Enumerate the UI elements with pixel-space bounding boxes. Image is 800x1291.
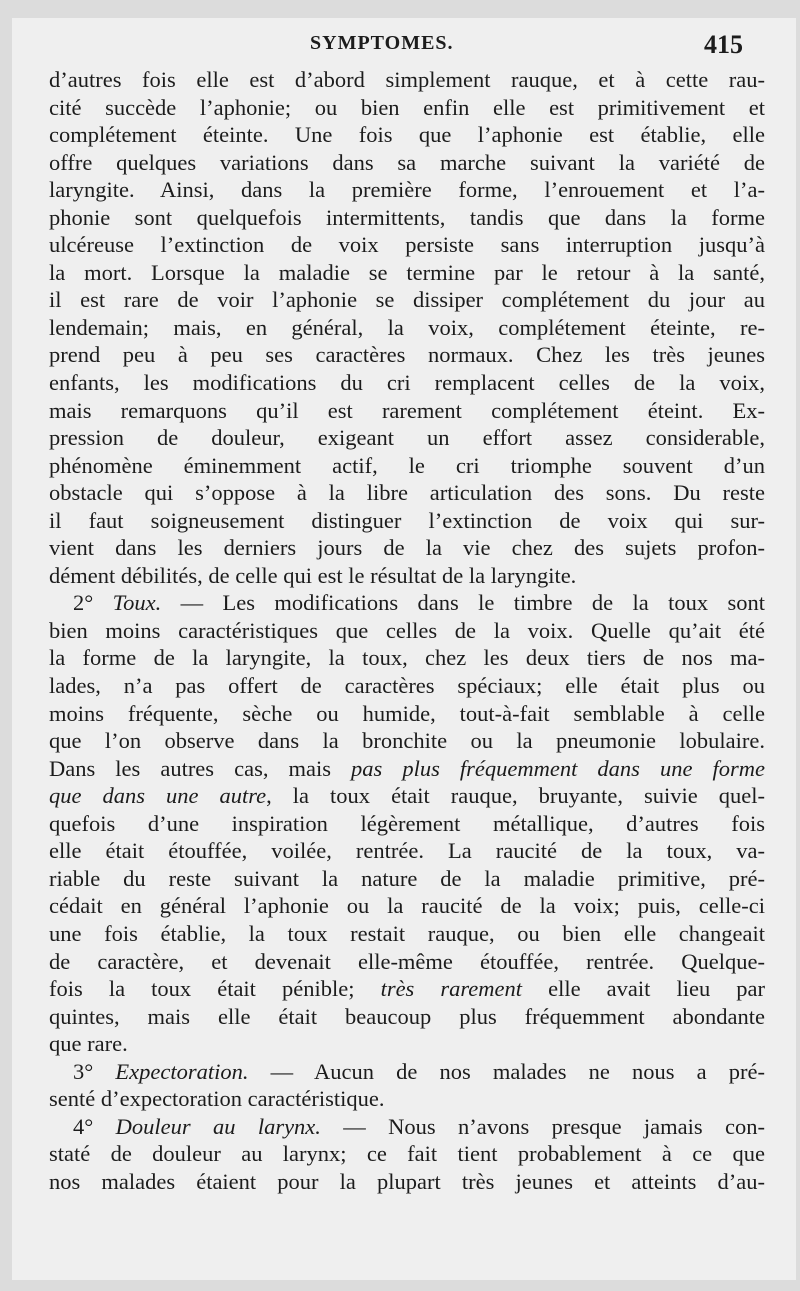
text-line: complétement éteinte. Une fois que l’aphonie est établie, elle — [49, 122, 765, 148]
text-line: mais remarquons qu’il est rarement complétement éteint. Ex- — [49, 397, 765, 423]
text-line — [49, 1058, 765, 1086]
text-line: laryngite. Ainsi, dans la première forme, l’enrouement et l’a- — [49, 177, 765, 203]
page-header — [12, 32, 796, 62]
book-page — [12, 18, 796, 1280]
italic-text: pas plus fréquemment dans une forme — [351, 755, 765, 781]
text-line: vient dans les derniers jours de la vie chez des sujets profon- — [49, 535, 765, 561]
line-text: — Les modifications dans le timbre de la toux sont — [161, 590, 765, 616]
text-line: elle était étouffée, voilée, rentrée. La raucité de la toux, va- — [49, 838, 765, 864]
text-line: une fois établie, la toux restait rauque, ou bien elle changeait — [49, 920, 765, 946]
text-line — [49, 589, 765, 617]
text-line: lades, n’a pas offert de caractères spéciaux; elle était plus ou — [49, 673, 765, 699]
line-text: 4° — [73, 1113, 116, 1139]
text-line: que l’on observe dans la bronchite ou la pneumonie lobulaire. — [49, 728, 765, 754]
line-text: fois la toux était pénible; — [49, 976, 381, 1002]
text-line: obstacle qui s’oppose à la libre articulation des sons. Du reste — [49, 480, 765, 506]
page-number: 415 — [704, 30, 743, 59]
text-line: offre quelques variations dans sa marche suivant la variété de — [49, 149, 765, 175]
text-line: senté d’expectoration caractéristique. — [49, 1086, 385, 1112]
text-line: pression de douleur, exigeant un effort assez considerable, — [49, 425, 765, 451]
text-line: cédait en général l’aphonie ou la raucité de la voix; puis, celle-ci — [49, 893, 765, 919]
text-line — [49, 782, 765, 810]
text-line — [49, 755, 765, 783]
text-line — [49, 1113, 765, 1141]
line-text: — Nous n’avons presque jamais con- — [320, 1113, 765, 1139]
text-line: la forme de la laryngite, la toux, chez les deux tiers de nos ma- — [49, 645, 765, 671]
text-line: la mort. Lorsque la maladie se termine par le retour à la santé, — [49, 259, 765, 285]
italic-text: Expectoration. — [115, 1058, 249, 1084]
line-text: Dans les autres cas, mais — [49, 755, 352, 781]
running-title: SYMPTOMES. — [310, 32, 454, 54]
line-text: — Aucun de nos malades ne nous a pré- — [248, 1058, 765, 1084]
text-line: phonie sont quelquefois intermittents, tandis que dans la forme — [49, 204, 765, 230]
body-text — [49, 66, 765, 1195]
line-text: elle avait lieu par — [522, 976, 766, 1002]
text-line: il est rare de voir l’aphonie se dissiper complétement du jour au — [49, 287, 765, 313]
text-line: quintes, mais elle était beaucoup plus fréquemment abondante — [49, 1003, 765, 1029]
text-line — [49, 975, 765, 1003]
text-line: lendemain; mais, en général, la voix, complétement éteinte, re- — [49, 314, 765, 340]
line-text: 3° — [73, 1058, 116, 1084]
text-line: moins fréquente, sèche ou humide, tout-à-fait semblable à celle — [49, 700, 765, 726]
text-line: enfants, les modifications du cri remplacent celles de la voix, — [49, 370, 765, 396]
text-line: que rare. — [49, 1031, 128, 1057]
text-line: staté de douleur au larynx; ce fait tient probablement à ce que — [49, 1141, 765, 1167]
text-line: de caractère, et devenait elle-même étouffée, rentrée. Quelque- — [49, 948, 765, 974]
text-line: dément débilités, de celle qui est le résultat de la laryngite. — [49, 562, 577, 588]
text-line: bien moins caractéristiques que celles de la voix. Quelle qu’ait été — [49, 617, 765, 643]
text-line: nos malades étaient pour la plupart très jeunes et atteints d’au- — [49, 1168, 765, 1194]
text-line: d’autres fois elle est d’abord simplement rauque, et à cette rau- — [49, 67, 765, 92]
italic-text: Toux. — [112, 590, 162, 616]
text-line: cité succède l’aphonie; ou bien enfin elle est primitivement et — [49, 94, 765, 120]
line-text: 2° — [73, 590, 113, 616]
text-line: quefois d’une inspiration légèrement métallique, d’autres fois — [49, 810, 765, 836]
text-line: riable du reste suivant la nature de la maladie primitive, pré- — [49, 865, 765, 891]
text-line: prend peu à peu ses caractères normaux. Chez les très jeunes — [49, 342, 765, 368]
italic-text: Douleur au larynx. — [115, 1113, 321, 1139]
text-line: phénomène éminemment actif, le cri triomphe souvent d’un — [49, 452, 765, 478]
text-line: ulcéreuse l’extinction de voix persiste sans interruption jusqu’à — [49, 232, 765, 258]
italic-text: très rarement — [380, 976, 523, 1002]
line-text: , la toux était rauque, bruyante, suivie quel- — [266, 783, 765, 809]
italic-text: que dans une autre — [49, 783, 267, 809]
text-line: il faut soigneusement distinguer l’extinction de voix qui sur- — [49, 507, 765, 533]
